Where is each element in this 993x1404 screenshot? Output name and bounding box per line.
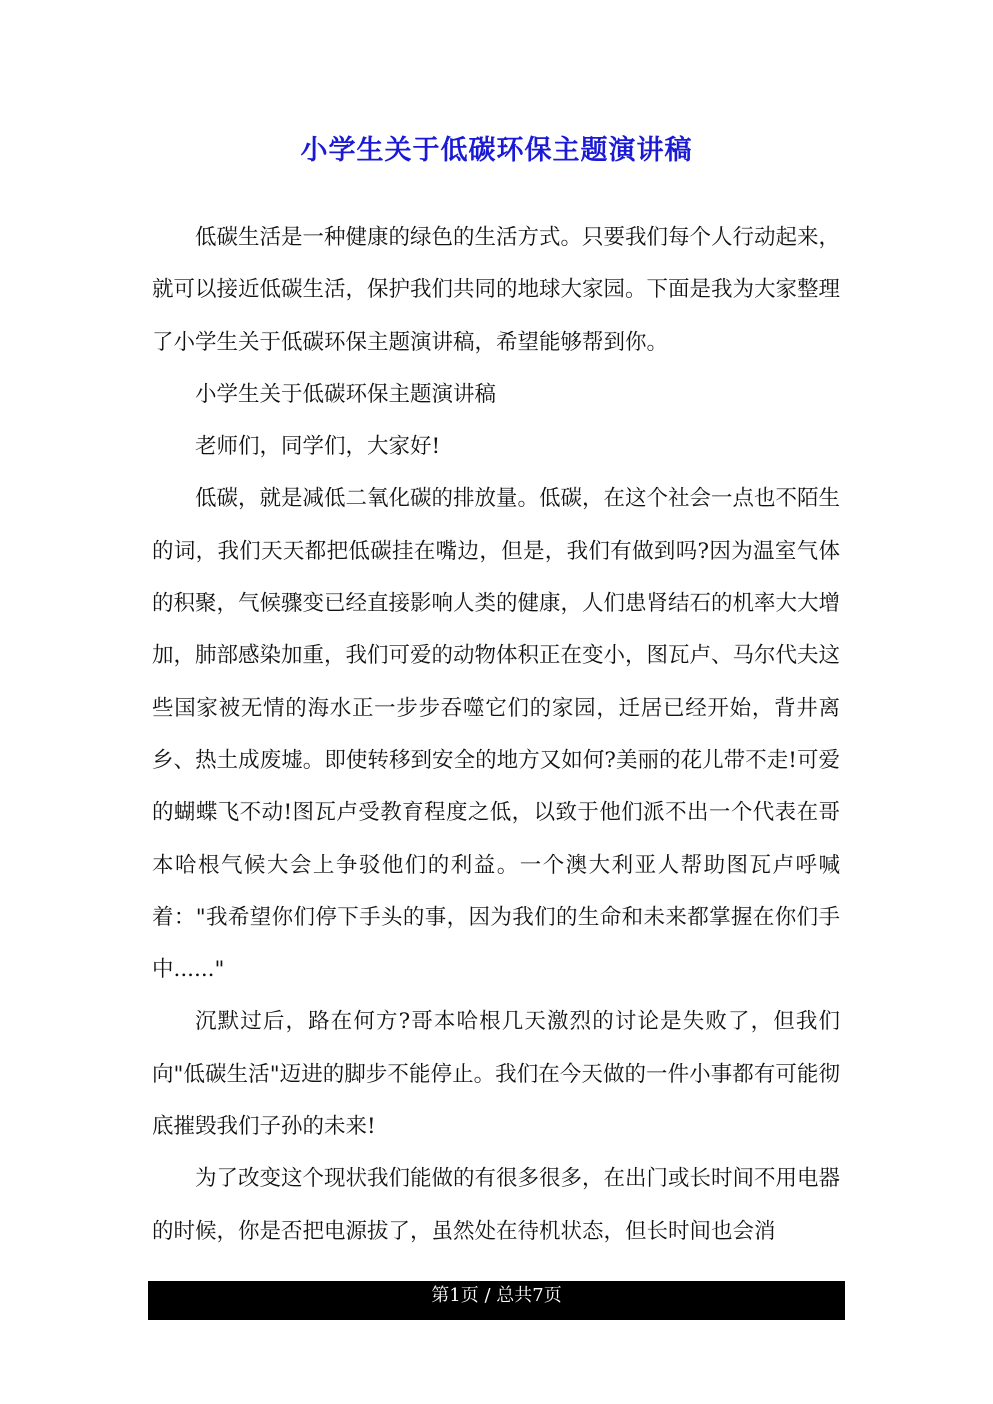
paragraph-low-carbon: 低碳，就是减低二氧化碳的排放量。低碳，在这个社会一点也不陌生的词，我们天天都把低碳挂在嘴边，但是，我们有做到吗?因为温室气体的积聚，气候骤变已经直接影响人类的健康，人们患肾结石的机率大大增加，肺部感染加重，我们可爱的动物体积正在变小，图瓦卢、马尔代夫这些国家被无情的海水正一步步吞噬它们的家园，迁居已经开始，背井离乡、热土成废墟。即使转移到安全的地方又如何?美丽的花儿带不走!可爱的蝴蝶飞不动!图瓦卢受教育程度之低，以致于他们派不出一个代表在哥本哈根气候大会上争驳他们的利益。一个澳大利亚人帮助图瓦卢呼喊着："我希望你们停下手头的事，因为我们的生命和未来都掌握在你们手中......" xyxy=(152,486,841,983)
document-title: 小学生关于低碳环保主题演讲稿 xyxy=(300,135,693,166)
paragraph-silence: 沉默过后，路在何方?哥本哈根几天激烈的讨论是失败了，但我们向"低碳生活"迈进的脚步不能停止。我们在今天做的一件小事都有可能彻底摧毁我们子孙的未来! xyxy=(152,1009,840,1140)
paragraph-intro: 低碳生活是一种健康的绿色的生活方式。只要我们每个人行动起来，就可以接近低碳生活，保护我们共同的地球大家园。下面是我为大家整理了小学生关于低碳环保主题演讲稿，希望能够帮到你。 xyxy=(152,225,841,355)
paragraph-change: 为了改变这个现状我们能做的有很多很多，在出门或长时间不用电器的时候，你是否把电源拔了，虽然处在待机状态，但长时间也会消 xyxy=(152,1166,841,1244)
document-body xyxy=(152,212,840,1258)
page-number-label: 第1页 / 总共7页 xyxy=(431,1285,562,1306)
page-footer xyxy=(148,1281,845,1320)
paragraph-subtitle: 小学生关于低碳环保主题演讲稿 xyxy=(195,381,497,407)
paragraph-greeting: 老师们，同学们，大家好! xyxy=(195,434,441,460)
